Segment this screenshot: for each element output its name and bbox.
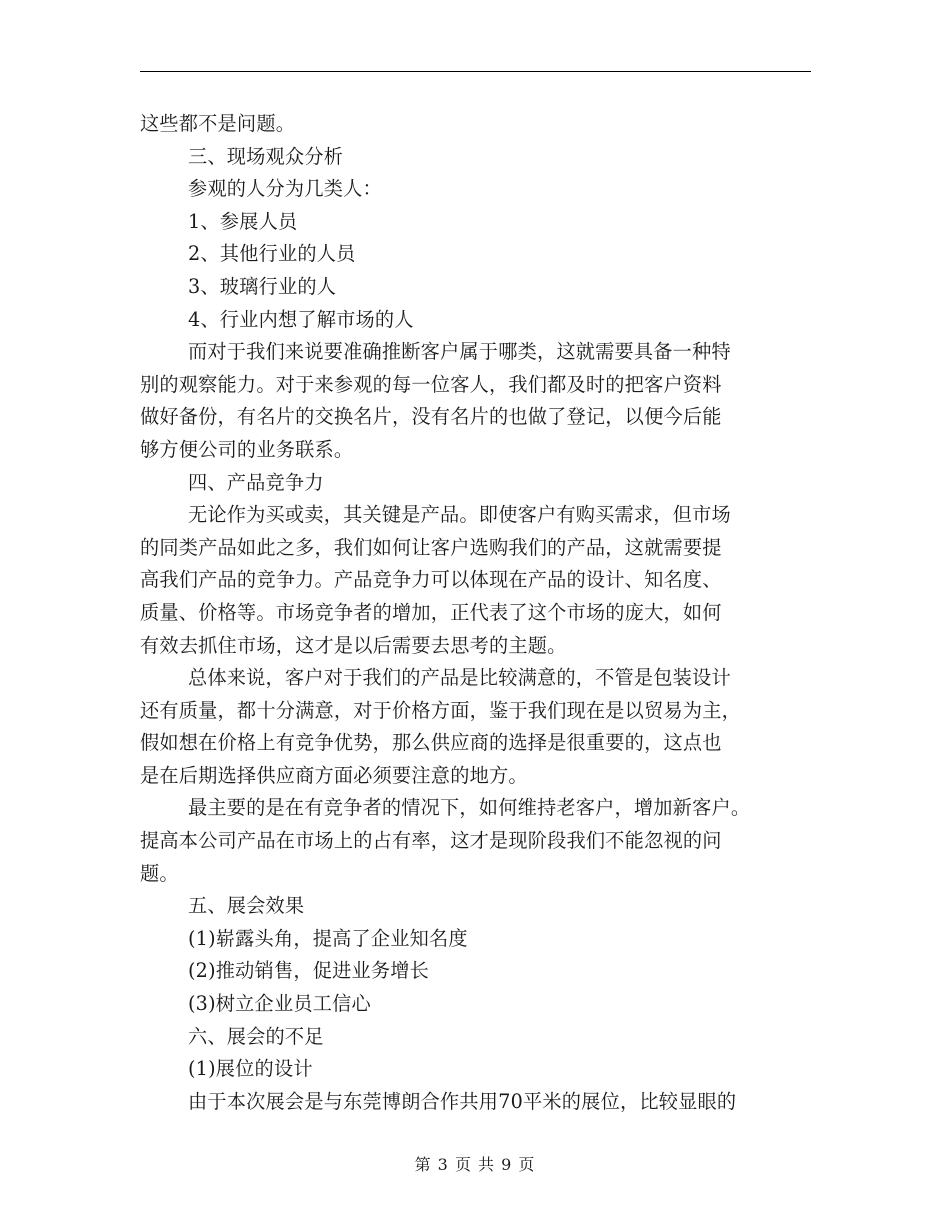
text-line: 最主要的是在有竞争者的情况下，如何维持老客户，增加新客户。 [188,796,751,820]
text-line: 高我们产品的竞争力。产品竞争力可以体现在产品的设计、知名度、 [140,568,722,592]
text-line: 够方便公司的业务联系。 [140,437,354,461]
text-line: 是在后期选择供应商方面必须要注意的地方。 [140,763,528,787]
text-line: 还有质量，都十分满意，对于价格方面，鉴于我们现在是以贸易为主， [140,698,742,722]
text-line: 3、玻璃行业的人 [188,274,337,298]
text-line: 的同类产品如此之多，我们如何让客户选购我们的产品，这就需要提 [140,535,722,559]
text-line: (1)崭露头角，提高了企业知名度 [188,926,468,950]
text-line: 六、展会的不足 [188,1024,324,1048]
text-line: 五、展会效果 [188,894,305,918]
text-line: 1、参展人员 [188,209,298,233]
text-line: 三、现场观众分析 [188,144,344,168]
text-line: 提高本公司产品在市场上的占有率，这才是现阶段我们不能忽视的问 [140,829,722,853]
text-line: 题。 [140,861,179,885]
text-line: 4、行业内想了解市场的人 [188,307,414,331]
header-rule [140,71,811,72]
text-line: (1)展位的设计 [188,1057,313,1081]
text-line: 四、产品竞争力 [188,470,324,494]
text-line: 有效去抓住市场，这才是以后需要去思考的主题。 [140,633,567,657]
text-line: 总体来说，客户对于我们的产品是比较满意的，不管是包装设计 [188,666,731,690]
text-line: 质量、价格等。市场竞争者的增加，正代表了这个市场的庞大，如何 [140,600,722,624]
text-line: (2)推动销售，促进业务增长 [188,959,430,983]
page-number: 第 3 页 共 9 页 [414,1155,536,1174]
text-line: 这些都不是问题。 [140,112,296,135]
text-line: (3)树立企业员工信心 [188,992,371,1016]
text-line: 无论作为买或卖，其关键是产品。即使客户有购买需求，但市场 [188,503,731,527]
text-line: 做好备份，有名片的交换名片，没有名片的也做了登记，以便今后能 [140,405,722,429]
text-line: 别的观察能力。对于来参观的每一位客人，我们都及时的把客户资料 [140,372,722,396]
text-line: 参观的人分为几类人： [188,177,382,201]
text-line: 由于本次展会是与东莞博朗合作共用70平米的展位，比较显眼的 [188,1089,737,1113]
text-line: 2、其他行业的人员 [188,242,356,266]
text-line: 假如想在价格上有竞争优势，那么供应商的选择是很重要的，这点也 [140,731,722,755]
document-body [140,108,812,1118]
text-line: 而对于我们来说要准确推断客户属于哪类，这就需要具备一种特 [188,340,731,364]
